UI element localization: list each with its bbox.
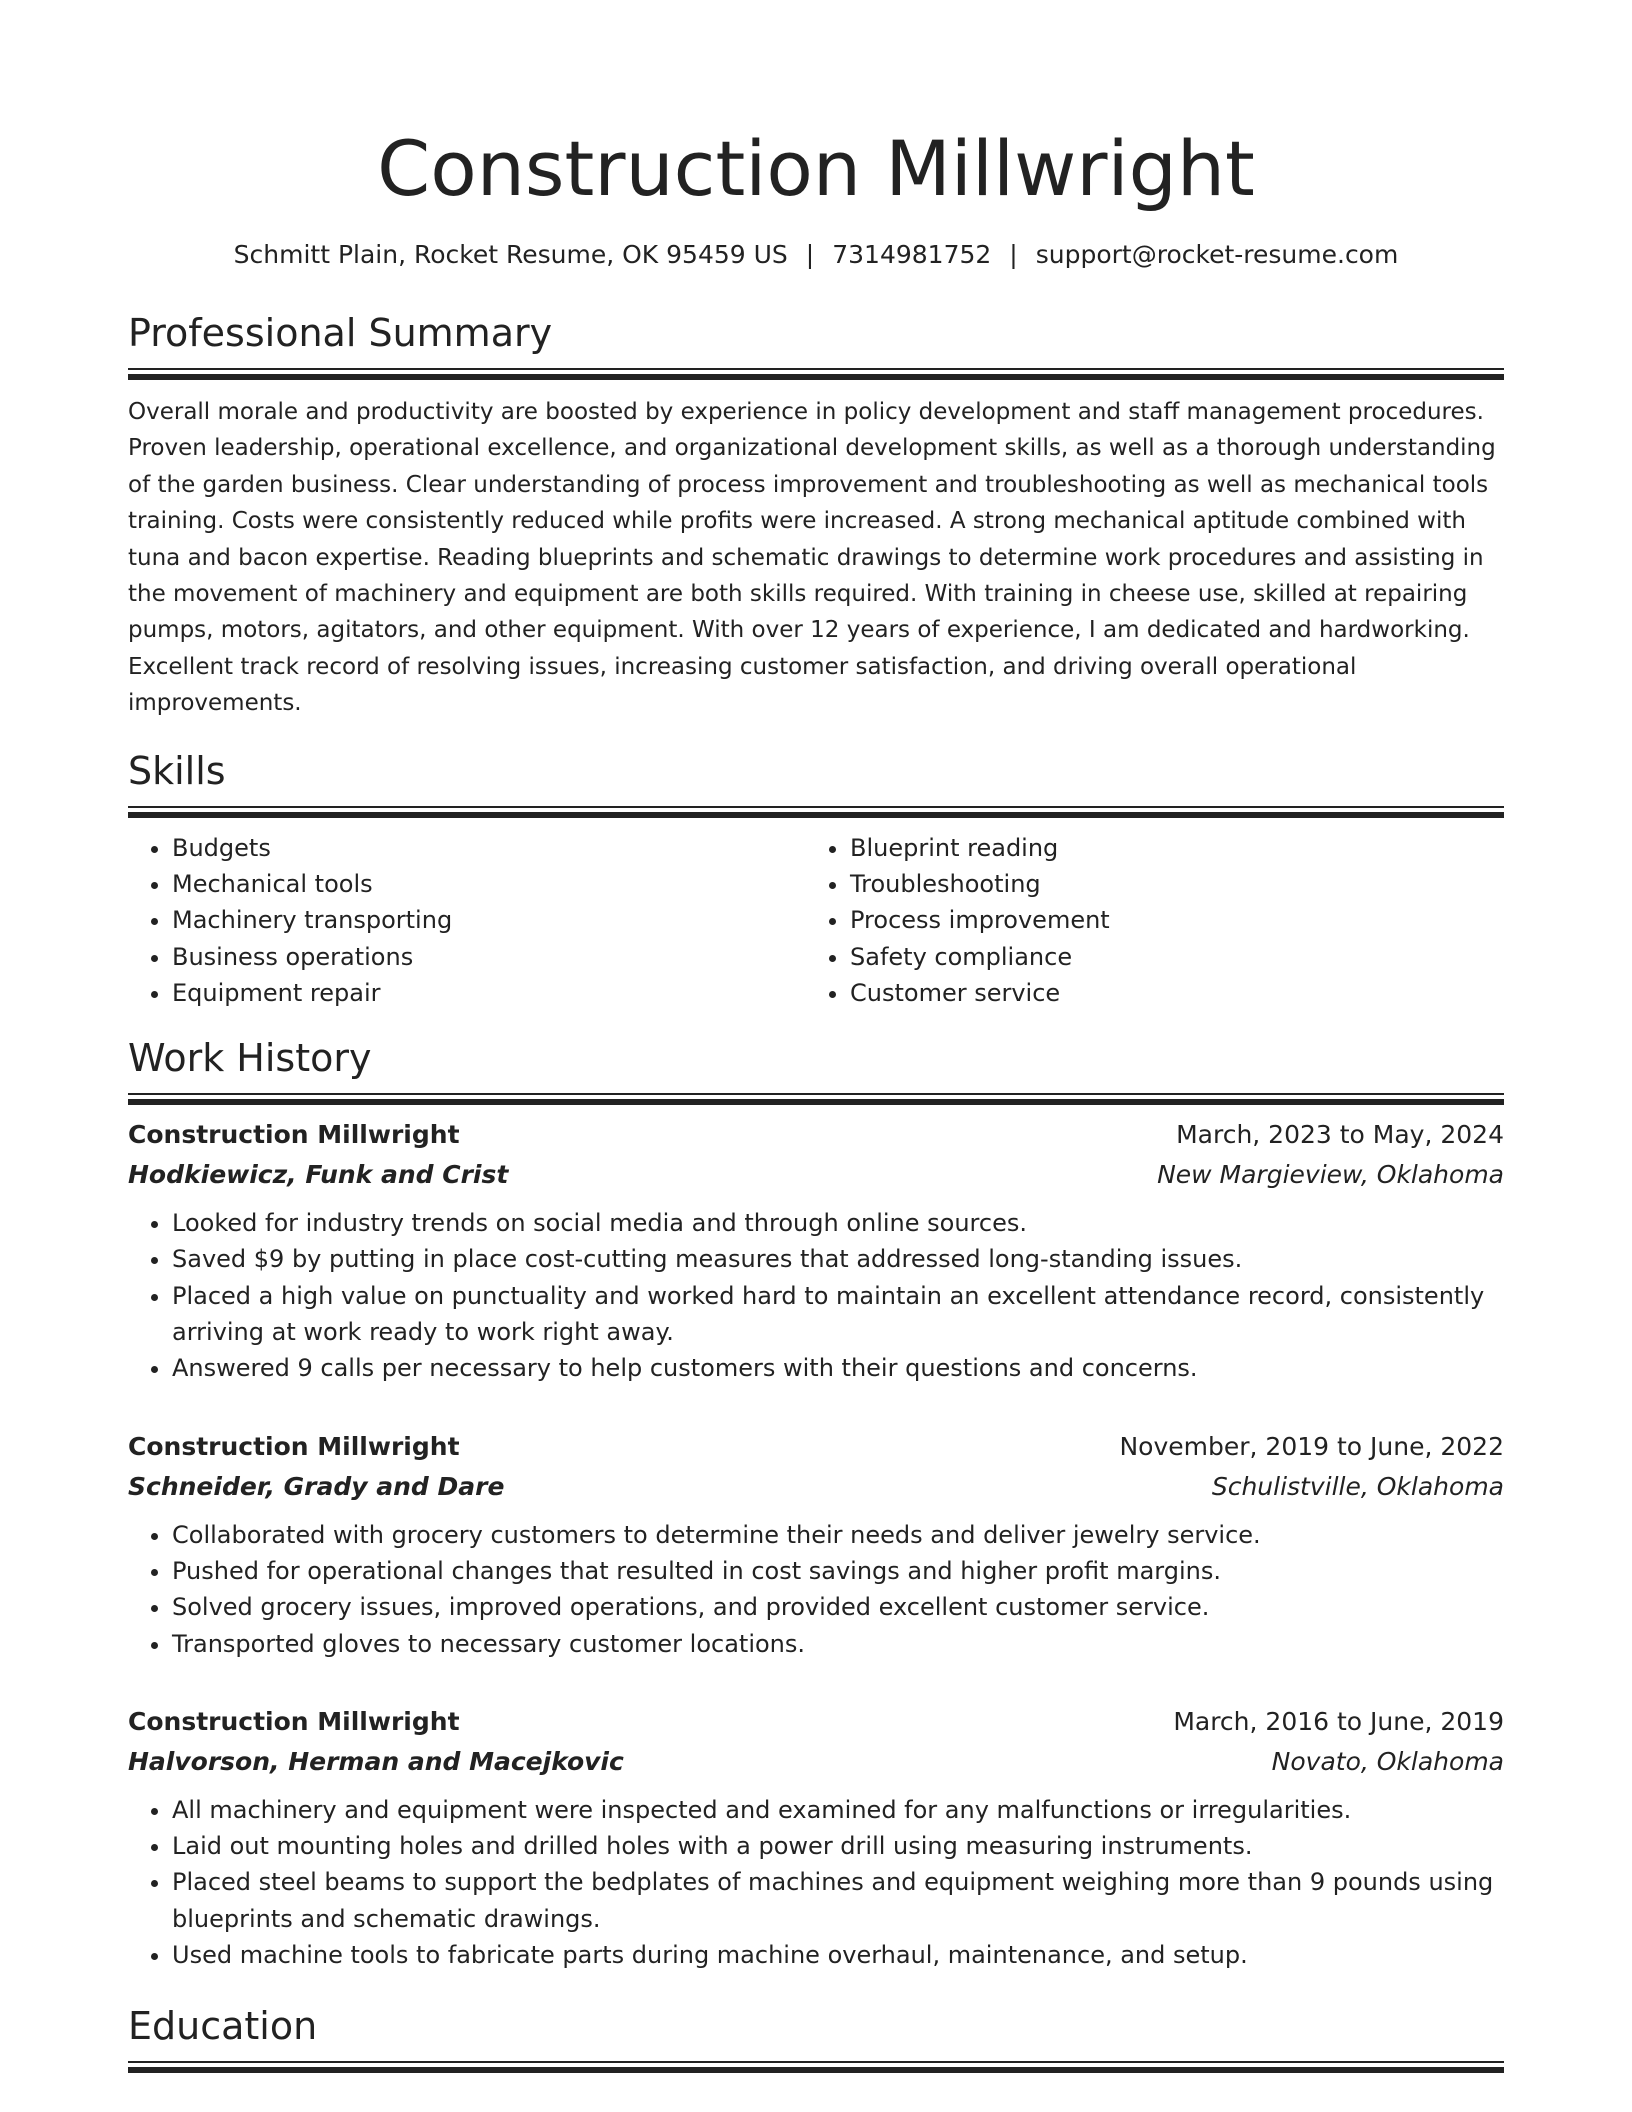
section-divider xyxy=(128,1093,1504,1095)
job-header xyxy=(128,1702,1504,1742)
contact-phone: 7314981752 xyxy=(832,240,992,269)
section-divider xyxy=(128,368,1504,370)
work-history-heading: Work History xyxy=(128,1036,372,1081)
job-bullet: • Saved $9 by putting in place cost-cutting measures that addressed long-standing issues. xyxy=(172,1241,1504,1277)
contact-separator: | xyxy=(805,240,815,269)
skills-list xyxy=(128,830,1504,1011)
skill-item: • Troubleshooting xyxy=(850,866,1504,902)
job-entry xyxy=(128,1115,1504,1386)
contact-line xyxy=(128,238,1504,272)
job-bullet: • Solved grocery issues, improved operations, and provided excellent customer service. xyxy=(172,1589,1504,1625)
job-dates: November, 2019 to June, 2022 xyxy=(1119,1431,1504,1461)
job-subheader xyxy=(128,1742,1504,1782)
job-bullet: • Used machine tools to fabricate parts during machine overhaul, maintenance, and setup. xyxy=(172,1937,1504,1973)
job-bullet: • Laid out mounting holes and drilled holes with a power drill using measuring instruments. xyxy=(172,1828,1504,1864)
job-header xyxy=(128,1115,1504,1155)
job-title: Construction Millwright xyxy=(128,1120,460,1150)
skill-item: • Budgets xyxy=(172,830,806,866)
skills-column-left xyxy=(128,830,806,1011)
job-bullet: • All machinery and equipment were inspected and examined for any malfunctions or irregularities. xyxy=(172,1792,1504,1828)
job-subheader xyxy=(128,1467,1504,1507)
job-bullet: • Placed steel beams to support the bedplates of machines and equipment weighing more than 9 pounds using blueprints and schematic drawings. xyxy=(172,1864,1504,1937)
job-bullet: • Looked for industry trends on social media and through online sources. xyxy=(172,1205,1504,1241)
skill-item: • Customer service xyxy=(850,975,1504,1011)
contact-separator: | xyxy=(1009,240,1018,269)
job-bullet: • Collaborated with grocery customers to determine their needs and deliver jewelry service. xyxy=(172,1517,1504,1553)
skill-item: • Equipment repair xyxy=(172,975,806,1011)
contact-address: Schmitt Plain, Rocket Resume, OK 95459 US xyxy=(233,240,788,269)
job-entry xyxy=(128,1702,1504,1973)
section-divider xyxy=(128,806,1504,808)
skill-item: • Business operations xyxy=(172,939,806,975)
job-header xyxy=(128,1427,1504,1467)
job-dates: March, 2023 to May, 2024 xyxy=(1176,1120,1504,1150)
job-title: Construction Millwright xyxy=(128,1706,460,1736)
skill-item: • Machinery transporting xyxy=(172,902,806,938)
summary-text: Overall morale and productivity are boosted by experience in policy development and staff management procedures. Proven leadership, operational excellence, and organizational development skills, as well as a thorough understanding of the garden business. Clear understanding of process improvement and troubleshooting as well as mechanical tools training. Costs were consistently reduced while profits were increased. A strong mechanical aptitude combined with tuna and bacon expertise. Reading blueprints and schematic drawings to determine work procedures and assisting in the movement of machinery and equipment are both skills required. With training in cheese use, skilled at repairing pumps, motors, agitators, and other equipment. With over 12 years of experience, I am dedicated and hardworking. Excellent track record of resolving issues, increasing customer satisfaction, and driving overall operational improvements. xyxy=(128,399,1496,717)
skill-item: • Blueprint reading xyxy=(850,830,1504,866)
education-heading: Education xyxy=(128,2004,318,2049)
job-dates: March, 2016 to June, 2019 xyxy=(1173,1706,1504,1736)
skill-item: • Mechanical tools xyxy=(172,866,806,902)
resume-page xyxy=(128,0,1504,2063)
job-company: Halvorson, Herman and Macejkovic xyxy=(128,1746,624,1776)
job-title: Construction Millwright xyxy=(128,1431,460,1461)
section-divider xyxy=(128,2061,1504,2063)
job-location: Schulistville, Oklahoma xyxy=(1211,1471,1504,1501)
job-bullet: • Transported gloves to necessary customer locations. xyxy=(172,1626,1504,1662)
skills-heading: Skills xyxy=(128,748,226,793)
job-entry xyxy=(128,1427,1504,1662)
job-subheader xyxy=(128,1155,1504,1195)
contact-email[interactable]: support@rocket-resume.com xyxy=(1035,240,1399,269)
job-bullets xyxy=(128,1205,1504,1386)
skill-item: • Safety compliance xyxy=(850,939,1504,975)
skills-column-right xyxy=(806,830,1504,1011)
job-bullet: • Pushed for operational changes that resulted in cost savings and higher profit margins. xyxy=(172,1553,1504,1589)
job-bullets xyxy=(128,1792,1504,1973)
summary-heading: Professional Summary xyxy=(128,311,553,355)
job-bullet: • Placed a high value on punctuality and worked hard to maintain an excellent attendance record, consistently arriving at work ready to work right away. xyxy=(172,1278,1504,1351)
job-location: Novato, Oklahoma xyxy=(1271,1746,1504,1776)
job-company: Hodkiewicz, Funk and Crist xyxy=(128,1160,509,1190)
skill-item: • Process improvement xyxy=(850,902,1504,938)
job-company: Schneider, Grady and Dare xyxy=(128,1471,505,1501)
job-location: New Margieview, Oklahoma xyxy=(1157,1160,1504,1190)
job-bullets xyxy=(128,1517,1504,1662)
job-bullet: • Answered 9 calls per necessary to help customers with their questions and concerns. xyxy=(172,1350,1504,1386)
resume-name: Construction Millwright xyxy=(377,124,1255,213)
